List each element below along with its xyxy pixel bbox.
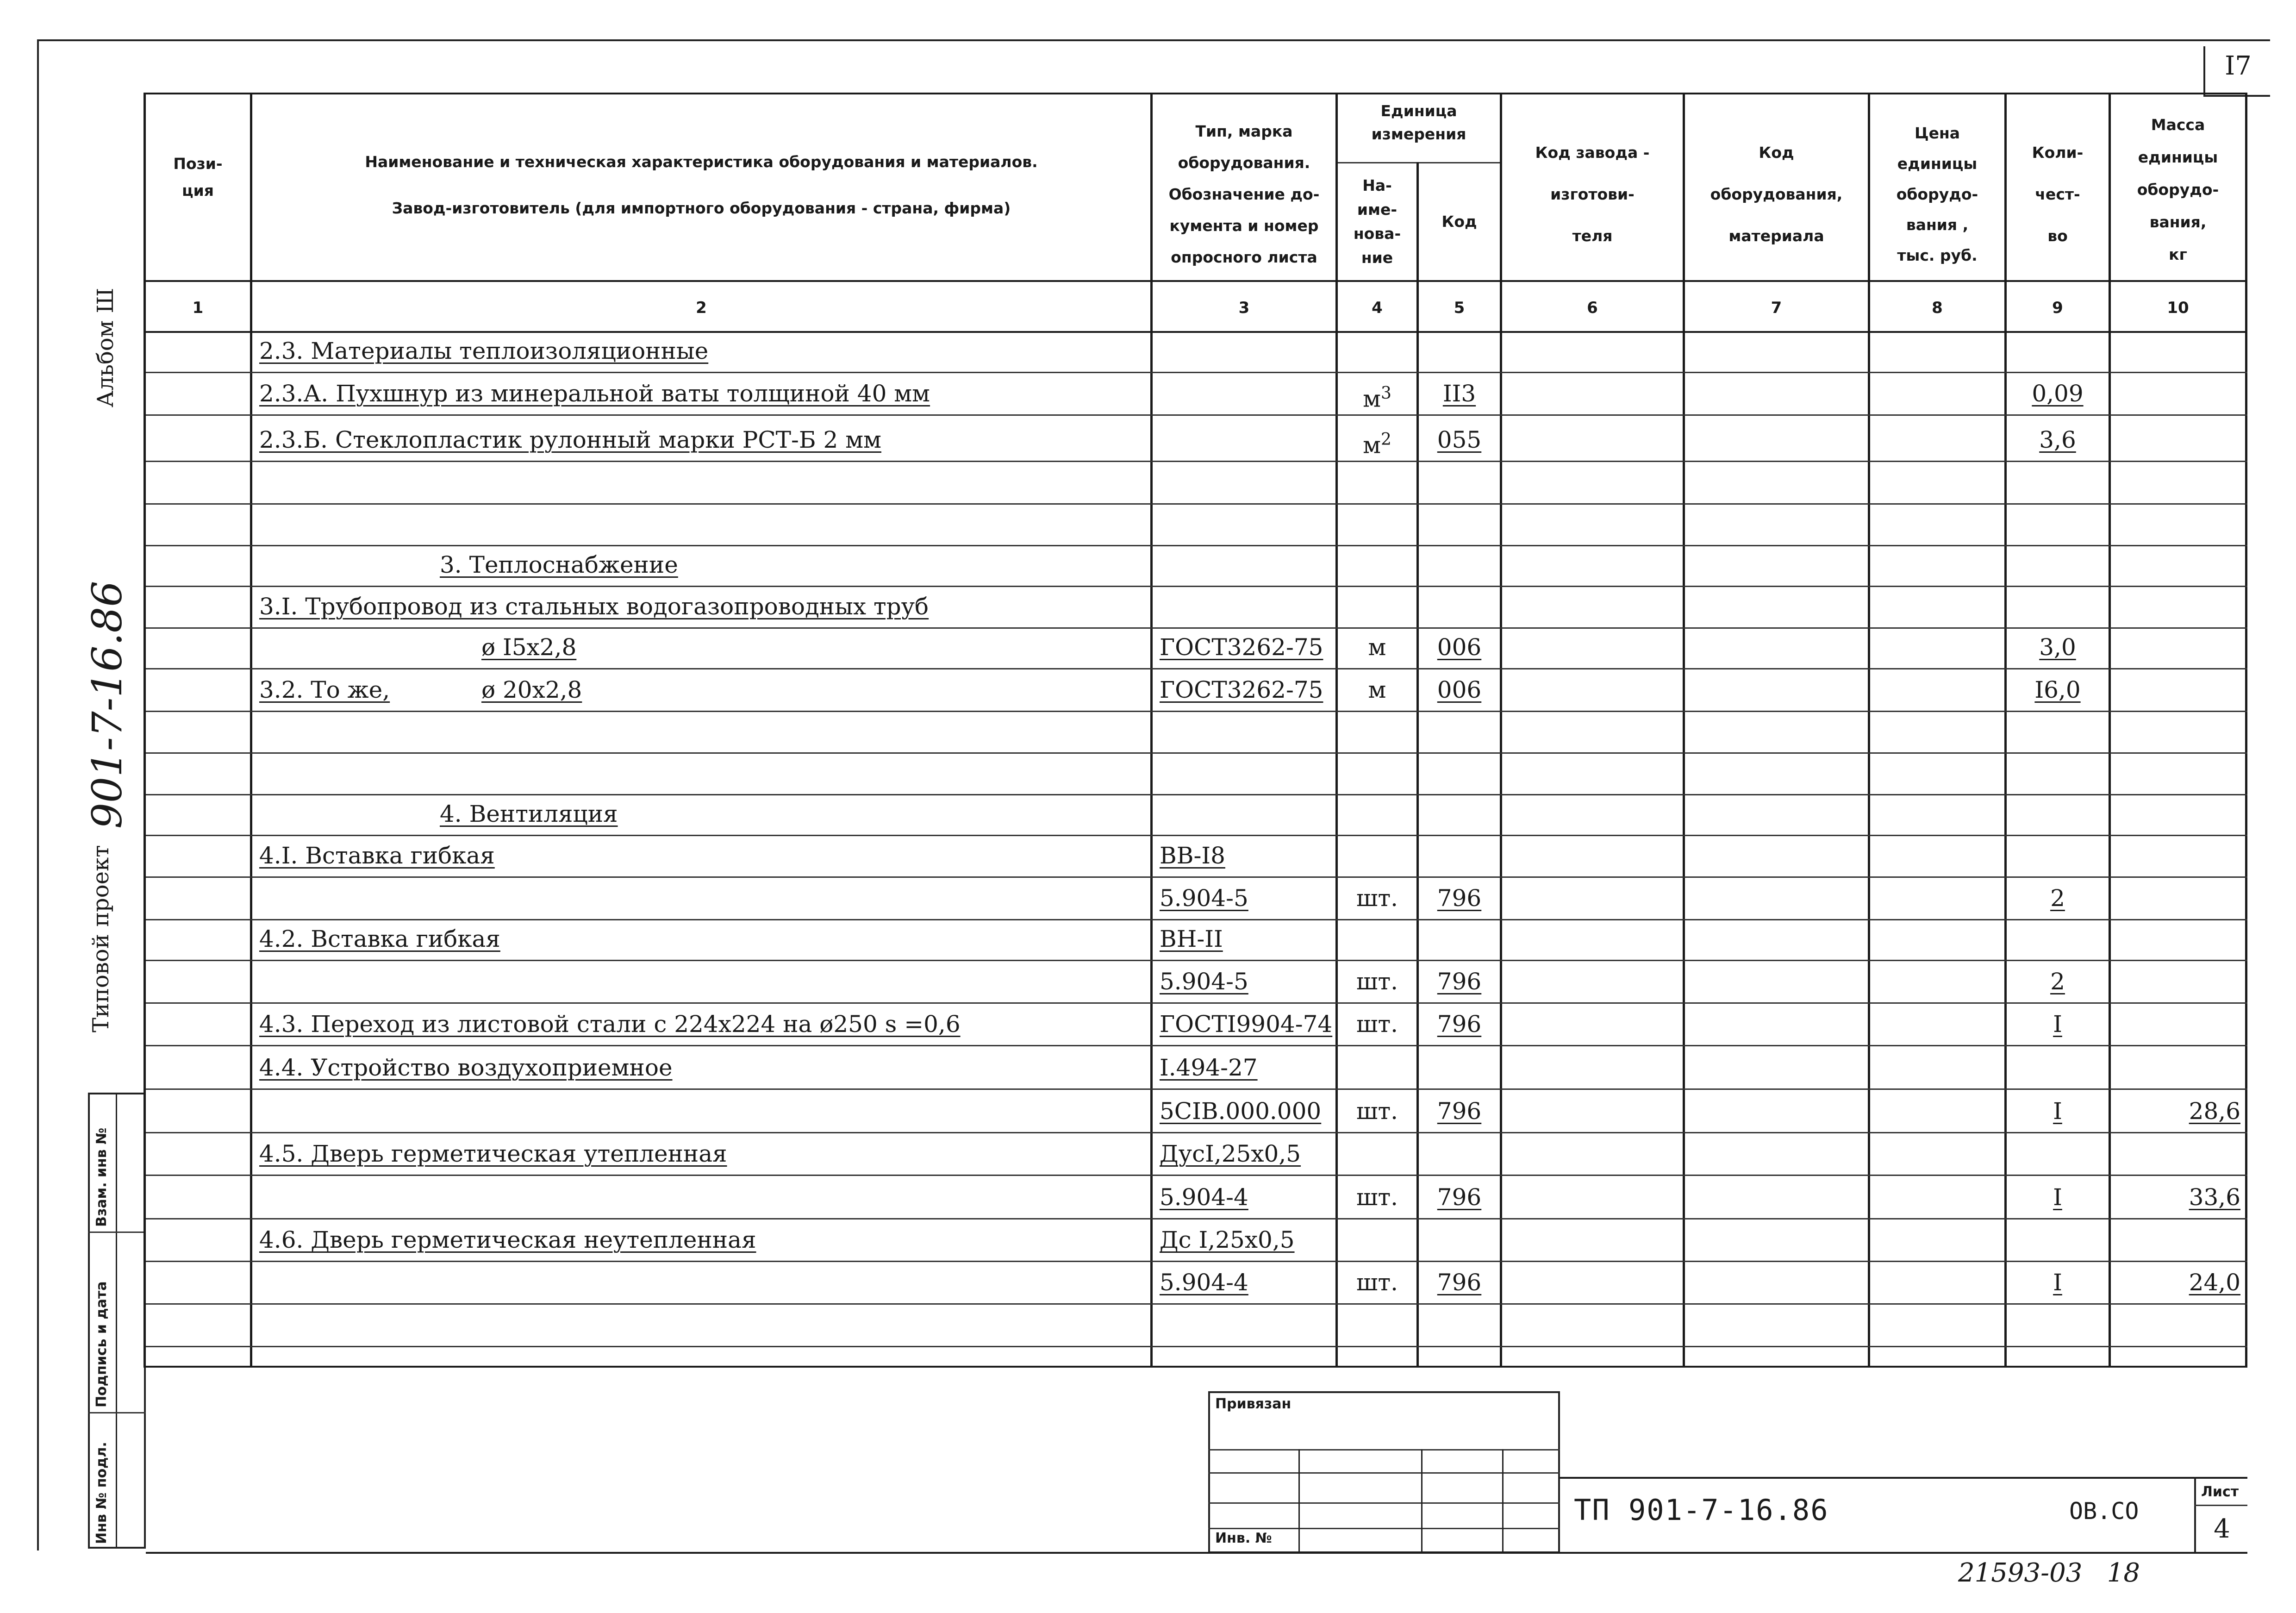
- item-type: ВН-II: [1160, 925, 1223, 952]
- item-quantity: 3,0: [2039, 634, 2076, 661]
- bound-label: Привязан: [1215, 1396, 1292, 1412]
- table-row-divider: [146, 752, 2247, 754]
- item-unit: [1338, 426, 1416, 459]
- table-row-divider: [146, 668, 2247, 669]
- item-type: ГОСТ3262-75: [1160, 634, 1323, 661]
- section-code: ОВ.СО: [2069, 1498, 2139, 1525]
- footer-handwritten: 21593-03 18: [1958, 1558, 2140, 1588]
- item-mass: 33,6: [2189, 1184, 2240, 1211]
- stamp-replace-inv: Взам. инв №: [94, 1127, 110, 1227]
- sheet-value: 4: [2214, 1514, 2230, 1544]
- item-unit: м: [1368, 634, 1386, 661]
- colnum-4: 4: [1372, 299, 1383, 317]
- item-quantity: I: [2053, 1184, 2062, 1211]
- header-position: Пози- ция: [173, 155, 223, 200]
- item-unit: м: [1368, 676, 1386, 703]
- item-code: 796: [1437, 1269, 1482, 1296]
- project-label: Типовой проект: [88, 845, 114, 1032]
- item-quantity: 0,09: [2032, 380, 2084, 407]
- item-quantity: I: [2053, 1011, 2062, 1038]
- header-equipment-code: Код оборудования, материала: [1710, 144, 1843, 245]
- header-name: Наименование и техническая характеристика оборудования и материалов. Завод-изготовитель (для импортного оборудования - страна, фирма): [365, 153, 1038, 217]
- colnum-5: 5: [1454, 299, 1465, 317]
- header-unit-name: На- име- нова- ние: [1353, 176, 1401, 267]
- item-code: 006: [1437, 676, 1482, 703]
- table-row-divider: [146, 372, 2247, 373]
- table-row-divider: [146, 876, 2247, 878]
- header-mass: Масса единицы оборудо- вания, кг: [2137, 116, 2219, 263]
- stamp-inv-no: Инв № подл.: [94, 1442, 110, 1544]
- item-type: 5.904-4: [1160, 1269, 1248, 1296]
- item-quantity: 2: [2050, 968, 2065, 995]
- item-name: 4. Вентиляция: [440, 800, 618, 827]
- table-row-divider: [146, 1175, 2247, 1176]
- item-unit: шт.: [1356, 1184, 1398, 1211]
- item-name: 3.I. Трубопровод из стальных водогазопроводных труб: [259, 593, 929, 620]
- table-row-divider: [146, 627, 2247, 629]
- table-row-divider: [146, 545, 2247, 546]
- table-row-divider: [146, 461, 2247, 462]
- item-mass: 24,0: [2189, 1269, 2240, 1296]
- item-type: ДусI,25х0,5: [1160, 1140, 1301, 1167]
- item-unit: шт.: [1356, 1011, 1398, 1038]
- item-quantity: I: [2053, 1269, 2062, 1296]
- item-code: 796: [1437, 1011, 1482, 1038]
- table-row-divider: [146, 835, 2247, 836]
- item-name: 2.3.Б. Стеклопластик рулонный марки РСТ-Б 2 мм: [259, 426, 881, 453]
- sheet-label: Лист: [2201, 1484, 2239, 1500]
- unit-exponent: 2: [1381, 430, 1391, 449]
- item-type: 5.904-5: [1160, 885, 1248, 912]
- table-row-divider: [146, 711, 2247, 712]
- item-unit: шт.: [1356, 968, 1398, 995]
- item-quantity: I: [2053, 1098, 2062, 1125]
- inv-label: Инв. №: [1215, 1530, 1272, 1546]
- project-code-handwritten: 901-7-16.86: [83, 581, 131, 829]
- item-quantity: I6,0: [2034, 676, 2081, 703]
- table-row-divider: [146, 960, 2247, 961]
- item-unit: шт.: [1356, 1098, 1398, 1125]
- item-name: 4.6. Дверь герметическая неутепленная: [259, 1226, 756, 1253]
- header-price: Цена единицы оборудо- вания , тыс. руб.: [1896, 124, 1978, 264]
- item-name: 2.3.А. Пухшнур из минеральной ваты толщиной 40 мм: [259, 380, 930, 407]
- unit-base: м: [1363, 431, 1381, 459]
- item-name: 4.I. Вставка гибкая: [259, 842, 495, 869]
- item-type: 5.904-5: [1160, 968, 1248, 995]
- item-name: 4.4. Устройство воздухоприемное: [259, 1054, 673, 1081]
- item-name-size: ø 20х2,8: [481, 676, 582, 703]
- table-row-divider: [146, 503, 2247, 505]
- item-name: 3.2. То же,: [259, 676, 390, 703]
- item-name: ø I5x2,8: [481, 634, 577, 661]
- designation: ТП 901-7-16.86: [1574, 1493, 1829, 1527]
- item-mass: 28,6: [2189, 1098, 2240, 1125]
- stamp-signature-date: Подпись и дата: [94, 1281, 110, 1407]
- table-row-divider: [146, 414, 2247, 416]
- table-row-divider: [146, 1346, 2247, 1347]
- item-code: 796: [1437, 968, 1482, 995]
- header-quantity: Коли- чест- во: [2032, 144, 2084, 245]
- item-name: 2.3. Материалы теплоизоляционные: [259, 338, 709, 364]
- item-type: ВВ-I8: [1160, 842, 1225, 869]
- table-row-divider: [146, 794, 2247, 795]
- item-name: 3. Теплоснабжение: [440, 551, 678, 578]
- unit-exponent: 3: [1381, 384, 1391, 403]
- item-type: 5.904-4: [1160, 1184, 1248, 1211]
- item-name: 4.3. Переход из листовой стали с 224х224 на ø250 s =0,6: [259, 1011, 961, 1038]
- item-code: II3: [1442, 380, 1476, 407]
- item-type: ГОСТ3262-75: [1160, 676, 1323, 703]
- table-row-divider: [146, 1132, 2247, 1133]
- colnum-10: 10: [2167, 299, 2189, 317]
- table-row-divider: [146, 1088, 2247, 1090]
- colnum-9: 9: [2052, 299, 2063, 317]
- item-unit: [1338, 380, 1416, 413]
- item-quantity: 2: [2050, 885, 2065, 912]
- album-label: Альбом Ш: [93, 288, 119, 407]
- table-row-divider: [146, 1303, 2247, 1305]
- item-quantity: 3,6: [2039, 426, 2076, 453]
- table-row-divider: [146, 586, 2247, 587]
- table-row-divider: [146, 919, 2247, 920]
- item-code: 796: [1437, 885, 1482, 912]
- colnum-7: 7: [1771, 299, 1782, 317]
- item-name: 4.2. Вставка гибкая: [259, 925, 500, 952]
- item-type: Дс I,25х0,5: [1160, 1226, 1295, 1253]
- header-type: Тип, марка оборудования. Обозначение до- кумента и номер опросного листа: [1168, 122, 1320, 266]
- sheet-number: I7: [2225, 51, 2252, 81]
- colnum-6: 6: [1587, 299, 1598, 317]
- colnum-2: 2: [696, 299, 707, 317]
- item-code: 006: [1437, 634, 1482, 661]
- item-type: I.494-27: [1160, 1054, 1258, 1081]
- header-plant-code: Код завода - изготови- теля: [1535, 144, 1650, 245]
- table-row-divider: [146, 1002, 2247, 1004]
- table-row-divider: [146, 1045, 2247, 1046]
- item-code: 796: [1437, 1098, 1482, 1125]
- unit-base: м: [1363, 385, 1381, 413]
- table-row-divider: [146, 1218, 2247, 1219]
- table-row-divider: [146, 1261, 2247, 1262]
- colnum-8: 8: [1932, 299, 1943, 317]
- item-unit: шт.: [1356, 885, 1398, 912]
- item-code: 055: [1437, 426, 1482, 453]
- item-name: 4.5. Дверь герметическая утепленная: [259, 1140, 727, 1167]
- colnum-3: 3: [1238, 299, 1250, 317]
- header-unit: Единица измерения: [1371, 102, 1466, 143]
- header-unit-code: Код: [1441, 213, 1477, 231]
- item-type: 5CIB.000.000: [1160, 1098, 1322, 1125]
- colnum-1: 1: [192, 299, 204, 317]
- item-type: ГОСТI9904-74: [1160, 1011, 1333, 1038]
- item-unit: шт.: [1356, 1269, 1398, 1296]
- item-code: 796: [1437, 1184, 1482, 1211]
